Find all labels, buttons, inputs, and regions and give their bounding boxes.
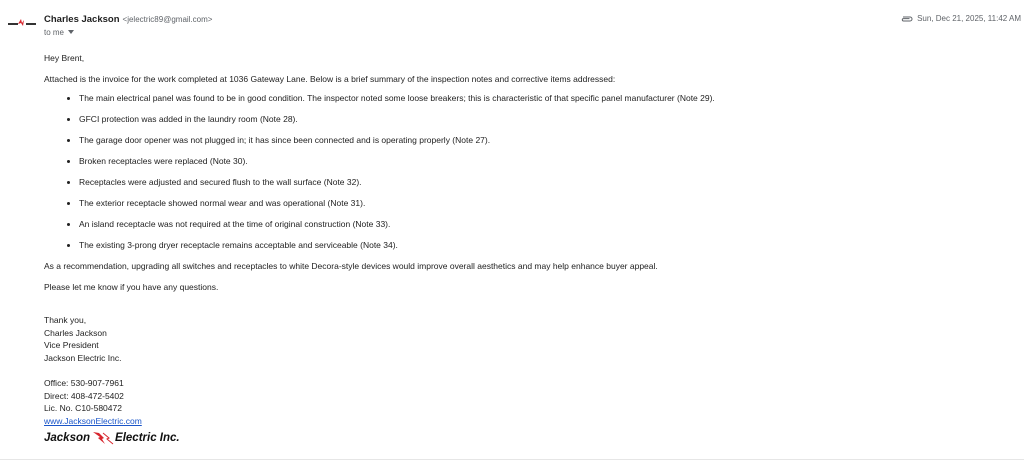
email-body [44,52,1004,448]
list-item: • GFCI protection was added in the laundry room (Note 28). [79,113,1004,126]
list-item: • Receptacles were adjusted and secured flush to the wall surface (Note 32). [79,176,1004,189]
list-item: • The main electrical panel was found to be in good condition. The inspector noted some loose breakers; this is characteristic of that specific panel manufacturer (Note 29). [79,92,1004,105]
lightning-bolt-icon [91,429,115,447]
license-number: Lic. No. C10-580472 [44,403,122,414]
to-label: to me [44,28,65,37]
logo-text-right: Electric Inc. [115,432,180,445]
list-item: • The existing 3-prong dryer receptacle remains acceptable and serviceable (Note 34). [79,239,1004,252]
email-signature [44,314,1004,448]
signature-name: Charles Jackson [44,327,107,338]
signature-company: Jackson Electric Inc. [44,352,122,363]
signature-title: Vice President [44,340,99,351]
sign-off: Thank you, [44,315,87,325]
recipient-details-toggle[interactable] [44,28,74,37]
recommendation-paragraph: As a recommendation, upgrading all switches and receptacles to white Decora-style devices would improve overall aesthetics and may help enhance buyer appeal. [44,260,658,271]
inspection-items-list [44,92,1004,252]
list-item: • The exterior receptacle showed normal wear and was operational (Note 31). [79,197,1004,210]
chevron-down-icon [68,30,74,34]
email-timestamp: Sun, Dec 21, 2025, 11:42 AM [917,14,1021,23]
bottom-divider [0,459,1024,460]
list-item: • Broken receptacles were replaced (Note 30). [79,155,1004,168]
sender-email: <jelectric89@gmail.com> [122,15,213,24]
sender-avatar [8,16,36,32]
company-logo [44,428,1004,448]
greeting: Hey Brent, [44,53,85,63]
logo-text-left: Jackson [44,432,91,445]
intro-paragraph: Attached is the invoice for the work completed at 1036 Gateway Lane. Below is a brief summary of the inspection notes and corrective items addressed: [44,74,616,84]
email-meta [900,14,1021,23]
list-item: • The garage door opener was not plugged in; it has since been connected and is operating properly (Note 27). [79,134,1004,147]
email-header [44,13,1024,41]
paperclip-icon[interactable] [900,15,913,23]
list-item: • An island receptacle was not required at the time of original construction (Note 33). [79,218,1004,231]
website-link[interactable]: www.JacksonElectric.com [44,415,142,426]
sender-name[interactable]: Charles Jackson <jelectric89@gmail.com> [44,14,213,25]
office-phone: Office: 530-907-7961 [44,377,124,388]
closing-question: Please let me know if you have any questions. [44,281,219,292]
direct-phone: Direct: 408-472-5402 [44,390,124,401]
